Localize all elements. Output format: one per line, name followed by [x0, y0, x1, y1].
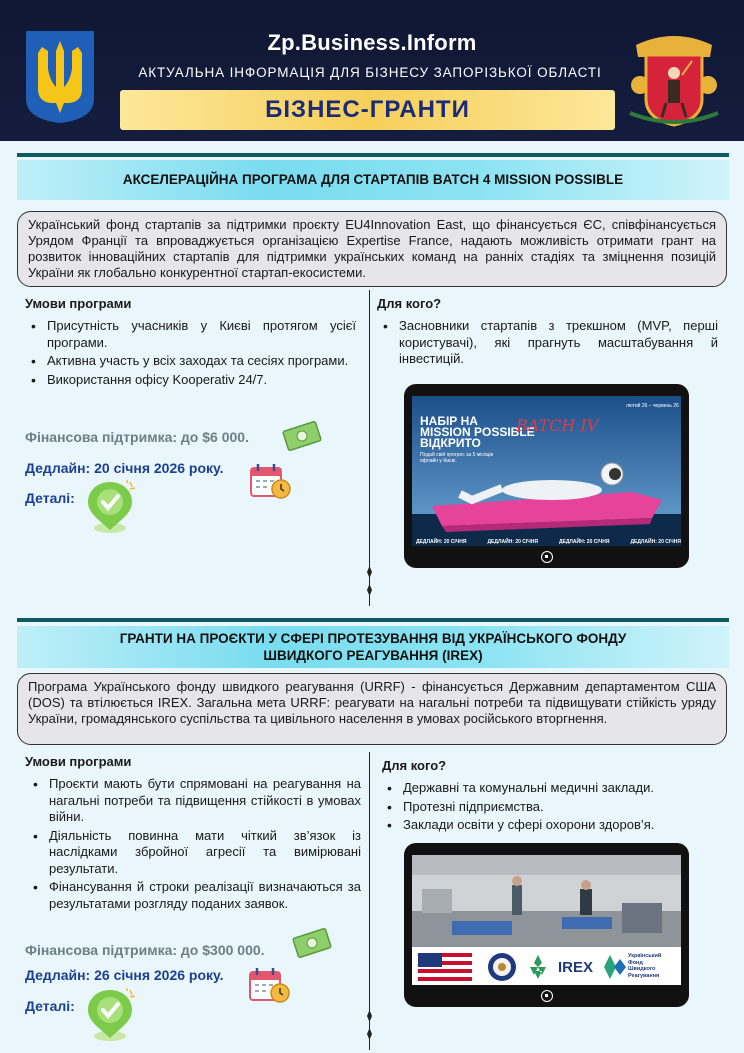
section-2-details: Деталі: [25, 998, 75, 1014]
list-item: • Засновники стартапів з трекшном (MVP, перші користувачі), які прагнуть масштабування й інвестицій. [377, 318, 718, 368]
section-1-audience-list [377, 318, 718, 370]
poster-headline-line: ВІДКРИТО [420, 436, 481, 450]
section-rule [17, 618, 729, 622]
clinic-tablet [404, 843, 689, 1007]
urrf-logo-line: Реагування [628, 972, 660, 979]
column-divider [369, 752, 370, 1020]
section-2-title [17, 626, 729, 668]
section-1-funding: Фінансова підтримка: до $6 000. [25, 429, 249, 445]
irex-logo-text: IREX [558, 959, 594, 976]
batch-poster [412, 396, 681, 546]
section-1-conditions-heading: Умови програми [25, 296, 132, 311]
urrf-logo-line: Фонд [628, 959, 643, 966]
section-2-deadline: Дедлайн: 26 січня 2026 року. [25, 967, 224, 983]
poster-sub: Подай свій прогрес за 5 місяців офлайн у Києві. [420, 452, 494, 464]
section-2-conditions-list [27, 776, 361, 914]
urrf-logo-line: Український [628, 953, 662, 959]
site-title: Zp.Business.Inform [267, 30, 477, 55]
list-item: • Проєкти мають бути спрямовані на реагування на нагальні потреби та підвищення стійкості в умовах війни. [27, 776, 361, 826]
section-2-audience-list [381, 780, 721, 836]
poster-batch: BATCH IV [516, 416, 599, 435]
section-2-audience-heading: Для кого? [382, 758, 447, 773]
money-icon [282, 418, 322, 454]
column-divider [369, 290, 370, 560]
tablet-home-button [541, 551, 553, 563]
section-1-deadline: Дедлайн: 20 січня 2026 року. [25, 460, 224, 476]
list-item: • Використання офісу Kooperativ 24/7. [25, 372, 356, 389]
checkmark-pin-icon[interactable] [80, 986, 140, 1044]
section-2-title-line: ШВИДКОГО РЕАГУВАННЯ (IREX) [263, 648, 483, 663]
section-2-intro: Програма Українського фонду швидкого реагування (URRF) - фінансується Державним департаментом США (DOS) та втілюється IREX. Загальна мета URRF: реагувати на нагальні потреби та підвищувати стійкість уряду України, громадянського суспільства та цивільного населення в умовах російського вторгнення. [17, 673, 727, 745]
money-icon [292, 925, 332, 961]
poster-headline-line: НАБІР НА [420, 414, 478, 428]
section-rule [17, 153, 729, 157]
section-2-conditions-heading: Умови програми [25, 754, 132, 769]
section-1-conditions-list [25, 318, 356, 390]
divider-ornament-icon [364, 1000, 375, 1050]
category-banner: БІЗНЕС-ГРАНТИ [120, 90, 615, 130]
list-item: • Фінансування й строки реалізації визначаються за результатами розгляду поданих заявок. [27, 879, 361, 912]
list-item: • Діяльність повинна мати чіткий зв’язок із наслідками збройної агресії та вимірювані результати. [27, 828, 361, 878]
divider-ornament-icon [364, 556, 375, 606]
section-1-intro: Український фонд стартапів за підтримки проєкту EU4Innovation East, що фінансується ЄС, співфінансується Урядом Франції та впроваджується організацією Expertise France, надають можливість отримати грант на розвиток інноваційних стартапів для підтримки українських команд на ранніх стадіях та зміцнення позицій України як глобально конкурентної стартап-екосистеми. [17, 211, 727, 287]
calendar-clock-icon [248, 966, 290, 1004]
list-item: • Присутність учасників у Києві протягом усієї програми. [25, 318, 356, 351]
site-subtitle: АКТУАЛЬНА ІНФОРМАЦІЯ ДЛЯ БІЗНЕСУ ЗАПОРІЗЬКОЇ ОБЛАСТІ [138, 65, 602, 80]
section-1-details: Деталі: [25, 490, 75, 506]
poster-dates: лютий 26 – червень 26 [626, 403, 679, 409]
clinic-photo-screen [412, 855, 681, 985]
section-2-title-line: ГРАНТИ НА ПРОЄКТИ У СФЕРІ ПРОТЕЗУВАННЯ ВІД УКРАЇНСЬКОГО ФОНДУ [119, 631, 627, 646]
urrf-logo-text [628, 953, 661, 979]
poster-tablet [404, 384, 689, 568]
poster-ticker-item: ДЕДЛАЙН: 20 СІЧНЯ [558, 539, 610, 545]
checkmark-pin-icon[interactable] [80, 478, 140, 536]
section-2-funding: Фінансова підтримка: до $300 000. [25, 942, 265, 958]
list-item: • Державні та комунальні медичні заклади. [381, 780, 721, 797]
zaporizhzhia-coat-of-arms-icon [626, 25, 722, 131]
section-1-title: АКСЕЛЕРАЦІЙНА ПРОГРАМА ДЛЯ СТАРТАПІВ BATCH 4 MISSION POSSIBLE [17, 160, 729, 200]
calendar-clock-icon [249, 462, 291, 500]
page-header [0, 0, 744, 141]
section-1-audience-heading: Для кого? [377, 296, 442, 311]
list-item: • Заклади освіти у сфері охорони здоров’я. [381, 817, 721, 834]
tablet-home-button [541, 990, 553, 1002]
poster-ticker-item: ДЕДЛАЙН: 20 СІЧНЯ [416, 539, 467, 545]
poster-ticker [416, 539, 681, 545]
list-item: • Протезні підприємства. [381, 799, 721, 816]
poster-ticker-item: ДЕДЛАЙН: 20 СІЧНЯ [487, 539, 538, 545]
list-item: • Активна участь у всіх заходах та сесіях програми. [25, 353, 356, 370]
poster-headline-line: MISSION POSSIBLE [420, 425, 535, 439]
ukraine-trident-icon [24, 29, 96, 125]
urrf-logo-line: Швидкого [628, 966, 656, 972]
poster-ticker-item: ДЕДЛАЙН: 20 СІЧНЯ [630, 539, 681, 545]
